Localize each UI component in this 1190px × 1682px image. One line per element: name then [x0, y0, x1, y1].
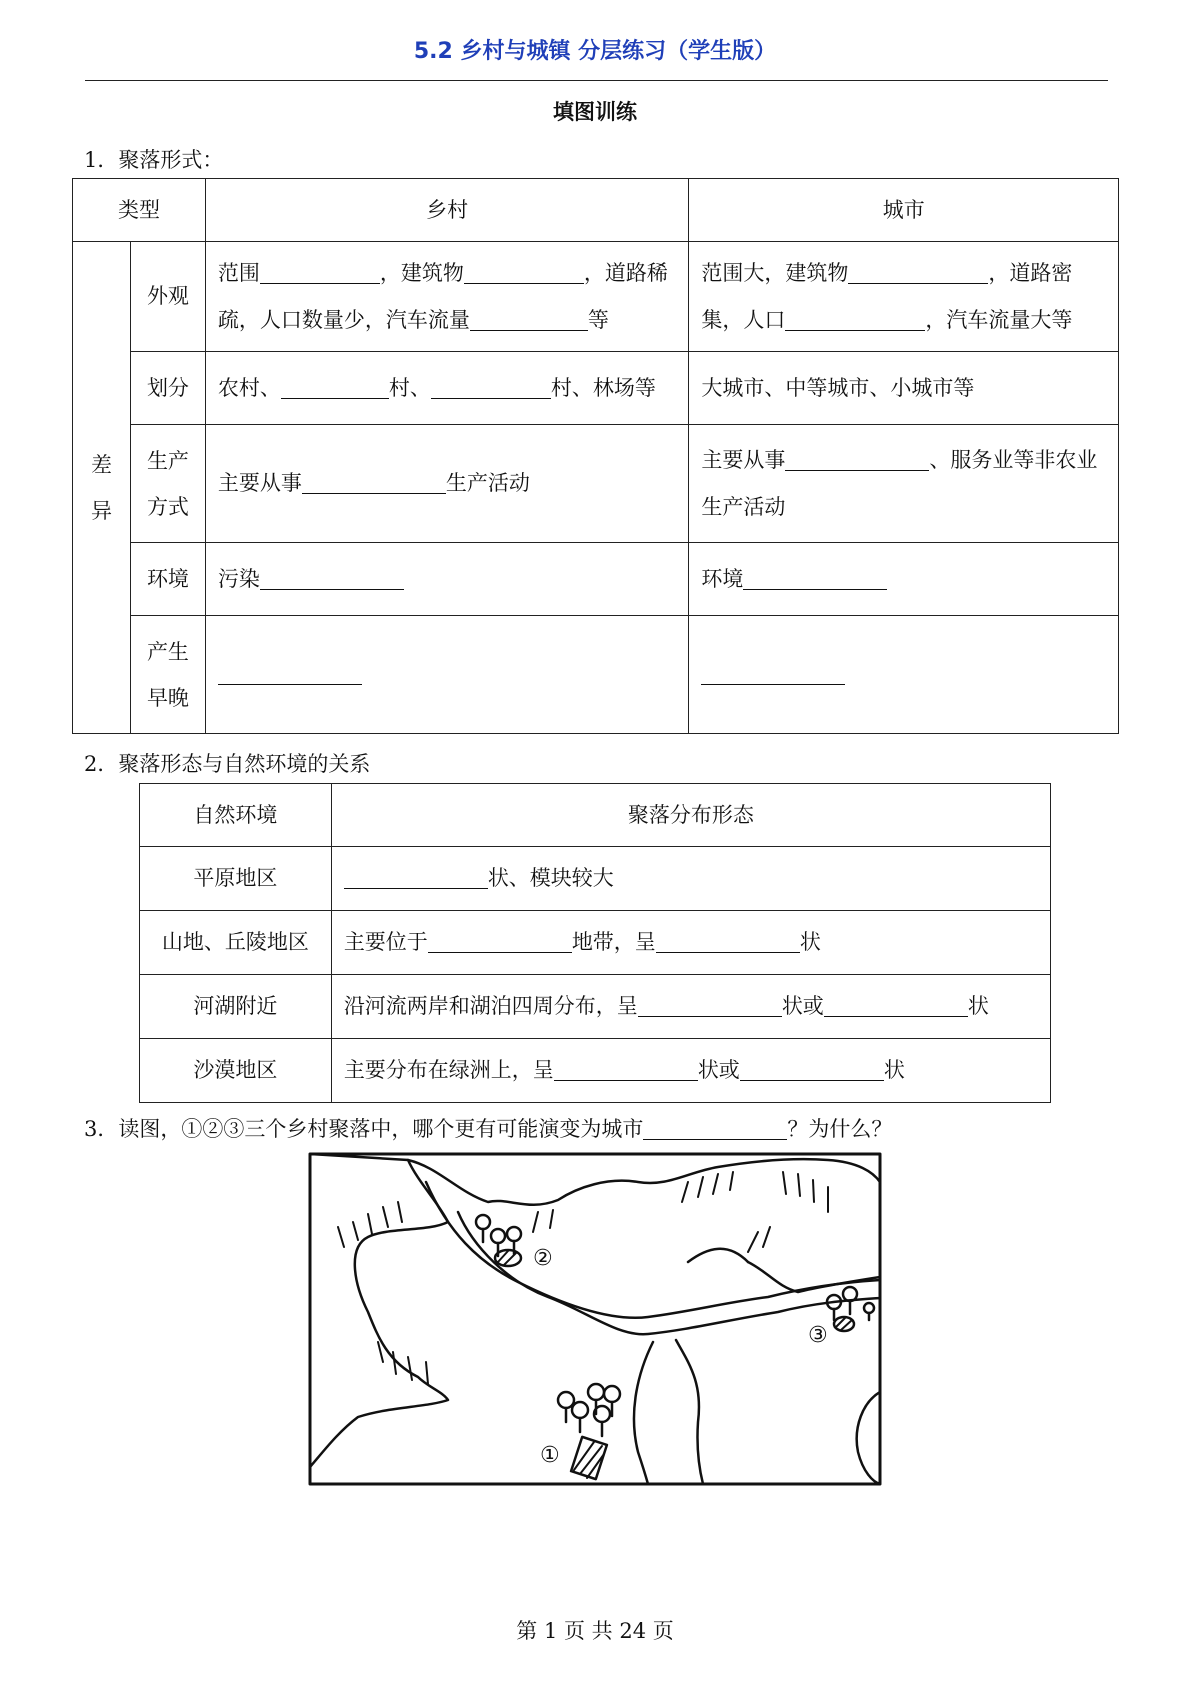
blank[interactable]: [302, 465, 446, 494]
question-1-label: 1．聚落形式：: [84, 148, 224, 172]
division-rural: 农村、 村、 村、林场等: [205, 352, 688, 425]
right-hill: [857, 1392, 880, 1484]
blank[interactable]: [848, 255, 988, 284]
appearance-urban: 范围大，建筑物 ，道路密集，人口 ，汽车流量大等: [689, 242, 1119, 352]
blank[interactable]: [260, 561, 404, 590]
blank[interactable]: [824, 988, 968, 1017]
env-mountain: 山地、丘陵地区: [140, 911, 332, 975]
road-right: [676, 1340, 703, 1484]
difference-text: 差异: [90, 452, 112, 523]
blank[interactable]: [743, 561, 887, 590]
form-mountain: 主要位于 地带，呈 状: [331, 911, 1050, 975]
document-title: 5.2 乡村与城镇 分层练习（学生版）: [413, 39, 777, 64]
division-urban: 大城市、中等城市、小城市等: [689, 352, 1119, 425]
map-label-1: ①: [540, 1443, 560, 1468]
blank[interactable]: [464, 255, 584, 284]
mountain-hatching: [338, 1172, 828, 1384]
appearance-rural: 范围 ，建筑物 ，道路稀疏，人口数量少，汽车流量 等: [205, 242, 688, 352]
blank[interactable]: [638, 988, 782, 1017]
difference-label: [73, 242, 131, 734]
row-appearance-label: 外观: [130, 242, 205, 352]
form-river: 沿河流两岸和湖泊四周分布，呈 状或 状: [331, 975, 1050, 1039]
section-heading: 填图训练: [553, 100, 637, 124]
environment-rural: 污染: [205, 543, 688, 616]
env-plain: 平原地区: [140, 847, 332, 911]
settlement-environment-table: [139, 783, 1051, 1103]
production-urban: 主要从事 、服务业等非农业生产活动: [689, 425, 1119, 543]
header-environment: 自然环境: [140, 784, 332, 847]
env-river: 河湖附近: [140, 975, 332, 1039]
blank[interactable]: [428, 924, 572, 953]
production-rural: 主要从事 生产活动: [205, 425, 688, 543]
left-mountain: [310, 1154, 448, 1467]
origin-rural: [205, 616, 688, 734]
header-rural: 乡村: [205, 179, 688, 242]
form-plain: 状、模块较大: [331, 847, 1050, 911]
blank[interactable]: [785, 442, 929, 471]
header-form: 聚落分布形态: [331, 784, 1050, 847]
blank[interactable]: [470, 302, 588, 331]
question-2-label: 2．聚落形态与自然环境的关系: [84, 752, 371, 776]
blank[interactable]: [260, 255, 380, 284]
settlement-form-table: [72, 178, 1119, 734]
header-type: 类型: [73, 179, 206, 242]
origin-urban: [689, 616, 1119, 734]
ridge-inner: [688, 1249, 748, 1262]
top-ridge: [408, 1159, 880, 1205]
map-label-2: ②: [533, 1246, 553, 1271]
blank[interactable]: [281, 370, 389, 399]
blank[interactable]: [701, 656, 845, 685]
blank[interactable]: [740, 1052, 884, 1081]
environment-urban: 环境: [689, 543, 1119, 616]
env-desert: 沙漠地区: [140, 1039, 332, 1103]
row-environment-label: 环境: [130, 543, 205, 616]
blank[interactable]: [344, 860, 488, 889]
blank[interactable]: [643, 1111, 787, 1140]
header-rule: [85, 80, 1108, 81]
page-footer: 第 1 页 共 24 页: [516, 1619, 674, 1643]
blank[interactable]: [554, 1052, 698, 1081]
road-left: [634, 1342, 653, 1484]
row-production-label: 生产方式: [130, 425, 205, 543]
row-division-label: 划分: [130, 352, 205, 425]
row-origin-label: 产生早晚: [130, 616, 205, 734]
blank[interactable]: [656, 924, 800, 953]
header-urban: 城市: [689, 179, 1119, 242]
settlement-map: [308, 1152, 884, 1492]
question-3-label: 3．读图，①②③三个乡村聚落中，哪个更有可能演变为城市 ？为什么？: [84, 1111, 892, 1143]
map-label-3: ③: [808, 1323, 828, 1348]
form-desert: 主要分布在绿洲上，呈 状或 状: [331, 1039, 1050, 1103]
blank[interactable]: [785, 302, 925, 331]
blank[interactable]: [218, 656, 362, 685]
blank[interactable]: [431, 370, 551, 399]
